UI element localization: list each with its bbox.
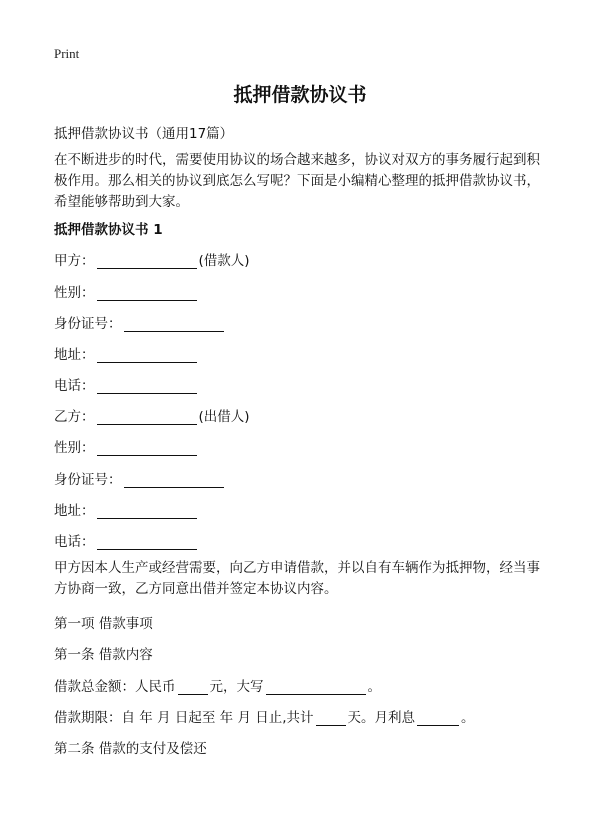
clause-one-label: 第一条 借款内容 (54, 647, 153, 663)
intro-paragraph: 在不断进步的时代，需要使用协议的场合越来越多，协议对双方的事务履行起到积极作用。那么相关的协议到底怎么写呢？下面是小编精心整理的抵押借款协议书，希望能够帮助到大家。 (54, 152, 540, 210)
loan-amount-words-blank (266, 680, 366, 695)
clause-two-heading (54, 737, 207, 757)
party-b-phone-row (54, 530, 199, 550)
party-a-name-blank (97, 254, 197, 269)
document-subtitle: 抵押借款协议书（通用17篇） (54, 126, 234, 142)
party-b-id-label: 身份证号： (54, 472, 122, 488)
party-b-name-row (54, 405, 250, 425)
party-a-address-row (54, 343, 199, 363)
party-a-gender-blank (97, 286, 197, 301)
party-a-id-label: 身份证号： (54, 316, 122, 332)
body-paragraph: 甲方因本人生产或经营需要，向乙方申请借款，并以自有车辆作为抵押物，经当事方协商一致，乙方同意出借并签定本协议内容。 (54, 560, 540, 597)
party-a-phone-label: 电话： (54, 378, 95, 394)
print-link[interactable]: Print (54, 46, 80, 61)
party-b-name-suffix: (出借人) (198, 409, 250, 425)
party-a-phone-blank (97, 379, 197, 394)
party-a-gender-label: 性别： (54, 285, 95, 301)
party-b-id-blank (124, 473, 224, 488)
party-b-gender-label: 性别： (54, 440, 95, 456)
party-a-gender-row (54, 281, 199, 301)
loan-term-days-blank (316, 711, 346, 726)
loan-term-prefix: 借款期限：自 年 月 日起至 年 月 日止,共计 (54, 710, 314, 726)
party-a-phone-row (54, 374, 199, 394)
party-b-gender-row (54, 436, 199, 456)
loan-amount-row (54, 675, 381, 695)
loan-term-days: 天。月利息 (347, 710, 416, 726)
party-b-address-blank (97, 504, 197, 519)
loan-term-interest-blank (417, 711, 459, 726)
party-a-id-row (54, 312, 226, 332)
party-b-phone-blank (97, 535, 197, 550)
party-b-address-label: 地址： (54, 503, 95, 519)
item-one-label: 第一项 借款事项 (54, 616, 153, 632)
loan-amount-end: 。 (367, 679, 381, 695)
party-a-id-blank (124, 317, 224, 332)
party-a-name-row (54, 249, 250, 269)
party-b-gender-blank (97, 441, 197, 456)
loan-amount-yuan: 元，大写 (209, 679, 264, 695)
party-b-phone-label: 电话： (54, 534, 95, 550)
party-a-name-label: 甲方： (54, 253, 95, 269)
party-a-address-blank (97, 348, 197, 363)
loan-term-end: 。 (461, 710, 475, 726)
loan-term-row (54, 706, 475, 726)
loan-amount-prefix: 借款总金额：人民币 (54, 679, 176, 695)
clause-two-label: 第二条 借款的支付及偿还 (54, 741, 207, 757)
document-title: 抵押借款协议书 (233, 84, 367, 106)
clause-one-heading (54, 643, 153, 663)
item-one-heading (54, 612, 153, 632)
party-b-name-blank (97, 410, 197, 425)
party-b-name-label: 乙方： (54, 409, 95, 425)
party-b-id-row (54, 468, 226, 488)
party-b-address-row (54, 499, 199, 519)
loan-amount-number-blank (178, 680, 208, 695)
section-heading: 抵押借款协议书 1 (54, 222, 163, 238)
party-a-name-suffix: (借款人) (198, 253, 250, 269)
party-a-address-label: 地址： (54, 347, 95, 363)
